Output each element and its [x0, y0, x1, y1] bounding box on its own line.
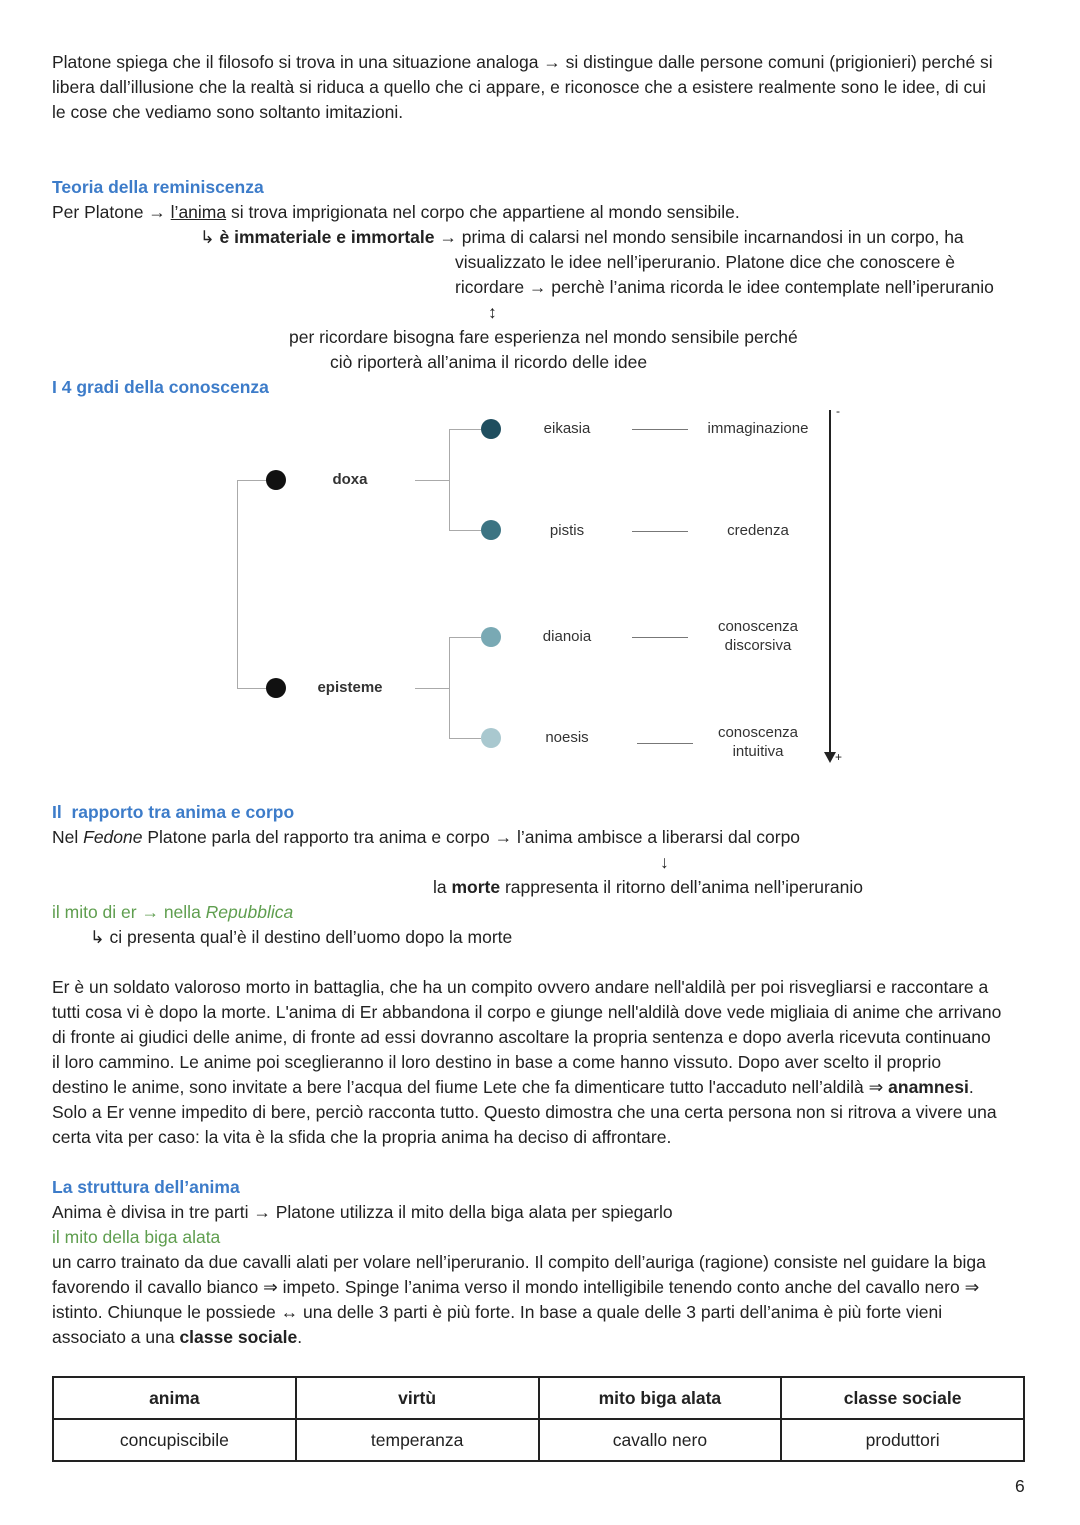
dianoia-branch	[449, 637, 481, 638]
eikasia-dash	[632, 429, 688, 430]
noesis-branch	[449, 738, 481, 739]
struttura-line-5	[52, 1325, 302, 1350]
er-line-5-c: .	[968, 1077, 974, 1097]
intro-line-2: libera dall’illusione che la realtà si riduca a quello che ci appare, e riconosce che a esistere realmente sono le idee, di cui	[52, 77, 986, 97]
mito-er-sub: ↳ ci presenta qual’è il destino dell’uomo dopo la morte	[90, 927, 513, 947]
er-line-1: Er è un soldato valoroso morto in battaglia, che ha un compito ovvero andare nell'aldilà per poi risvegliarsi e raccontare a	[52, 977, 989, 997]
episteme-branch-line	[237, 688, 267, 689]
scale-arrow-line	[829, 410, 831, 755]
table-header-cell: classe sociale	[781, 1377, 1024, 1419]
er-line-2: tutti cosa vi è dopo la morte. L'anima di Er abbandona il corpo e giunge nell'aldilà dove vede migliaia di anime che arrivano	[52, 1002, 1002, 1022]
er-line-3: di fronte ai giudici delle anime, di fronte ad essi dovranno ascoltare la propria sentenza e dopo averla ricevuta continuano	[52, 1027, 991, 1047]
reminiscenza-line-2-rest: → prima di calarsi nel mondo sensibile incarnandosi in un corpo, ha	[434, 227, 964, 247]
reminiscenza-anima-underlined: l’anima	[170, 202, 227, 222]
table-cell: concupiscibile	[53, 1419, 296, 1461]
episteme-connector	[415, 688, 450, 689]
er-line-5	[52, 1075, 974, 1100]
rapporto-line-2-a: la	[433, 877, 452, 897]
repubblica-title: Repubblica	[205, 902, 294, 922]
struttura-heading: La struttura dell’anima	[52, 1177, 240, 1197]
pistis-label: pistis	[549, 522, 585, 539]
struttura-line-5-c: .	[297, 1327, 303, 1347]
dianoia-meaning: conoscenza discorsiva	[717, 618, 799, 654]
noesis-label: noesis	[545, 729, 589, 746]
scale-plus-label: +	[835, 750, 843, 764]
eikasia-branch	[449, 429, 481, 430]
reminiscenza-line-3: visualizzato le idee nell’iperuranio. Platone dice che conoscere è	[455, 252, 956, 272]
table-header-cell: virtù	[296, 1377, 539, 1419]
struttura-line-1: Anima è divisa in tre parti → Platone utilizza il mito della biga alata per spiegarlo	[52, 1202, 673, 1222]
eikasia-dot	[481, 419, 501, 439]
struttura-line-4: istinto. Chiunque le possiede ↔ una delle 3 parti è più forte. In base a quale delle 3 parti dell’anima è più forte vieni	[52, 1302, 943, 1322]
page-number: 6	[1015, 1476, 1025, 1496]
pistis-dash	[632, 531, 688, 532]
scale-minus-label: -	[836, 404, 840, 418]
doxa-connector	[415, 480, 450, 481]
er-line-7: certa vita per caso: la vita è la sfida che la propria anima ha deciso di affrontare.	[52, 1127, 672, 1147]
reminiscenza-line-2	[200, 225, 964, 250]
noesis-meaning: conoscenza intuitiva	[717, 724, 799, 760]
table-header-cell: mito biga alata	[539, 1377, 782, 1419]
noesis-dot	[481, 728, 501, 748]
anamnesi-bold: anamnesi	[888, 1077, 969, 1097]
eikasia-meaning: immaginazione	[707, 420, 809, 437]
reminiscenza-line-1-b: si trova imprigionata nel corpo che appartiene al mondo sensibile.	[226, 202, 740, 222]
pistis-branch	[449, 530, 481, 531]
struttura-line-3: favorendo il cavallo bianco ⇒ impeto. Spinge l’anima verso il mondo intelligibile tenendo conto anche del cavallo nero ⇒	[52, 1277, 980, 1297]
er-line-4: il loro cammino. Le anime poi sceglieranno il loro destino in base a come hanno vissuto. Dopo aver scelto il proprio	[52, 1052, 942, 1072]
dianoia-dash	[632, 637, 688, 638]
hook-arrow-icon: ↳	[200, 227, 220, 247]
reminiscenza-heading: Teoria della reminiscenza	[52, 177, 264, 197]
doxa-label: doxa	[332, 471, 368, 488]
er-line-6: Solo a Er venne impedito di bere, perciò racconta tutto. Questo dimostra che una certa persona non si ritrova a vivere una	[52, 1102, 997, 1122]
reminiscenza-line-6: ciò riporterà all’anima il ricordo delle idee	[330, 352, 648, 372]
doxa-sub-vertical	[449, 429, 450, 530]
table-cell: cavallo nero	[539, 1419, 782, 1461]
mito-er-line	[52, 900, 293, 925]
struttura-line-5-a: associato a una	[52, 1327, 180, 1347]
rapporto-heading: Il rapporto tra anima e corpo	[52, 802, 295, 822]
morte-bold: morte	[451, 877, 501, 897]
biga-alata-subheading: il mito della biga alata	[52, 1227, 221, 1247]
episteme-dot	[266, 678, 286, 698]
dianoia-dot	[481, 627, 501, 647]
noesis-dash	[637, 743, 693, 744]
table-row	[53, 1419, 1024, 1461]
reminiscenza-line-4: ricordare → perchè l’anima ricorda le idee contemplate nell’iperuranio	[455, 277, 994, 297]
episteme-label: episteme	[317, 679, 383, 696]
classe-sociale-bold: classe sociale	[179, 1327, 298, 1347]
mito-er-a: il mito di er → nella	[52, 902, 206, 922]
intro-line-3: le cose che vediamo sono soltanto imitazioni.	[52, 102, 404, 122]
pistis-meaning: credenza	[727, 522, 789, 539]
table-header-row	[53, 1377, 1024, 1419]
reminiscenza-line-2-bold: è immateriale e immortale	[219, 227, 435, 247]
reminiscenza-line-1	[52, 200, 740, 225]
down-arrow-icon: ↓	[660, 852, 669, 872]
table-header-cell: anima	[53, 1377, 296, 1419]
reminiscenza-line-5: per ricordare bisogna fare esperienza nel mondo sensibile perché	[289, 327, 798, 347]
pistis-dot	[481, 520, 501, 540]
rapporto-line-2-b: rappresenta il ritorno dell’anima nell’iperuranio	[500, 877, 863, 897]
gradi-heading: I 4 gradi della conoscenza	[52, 377, 269, 397]
rapporto-line-2	[433, 875, 863, 900]
episteme-sub-vertical	[449, 637, 450, 738]
struttura-line-2: un carro trainato da due cavalli alati per volare nell’iperuranio. Il compito dell’auriga (ragione) consiste nel guidare la biga	[52, 1252, 986, 1272]
dianoia-label: dianoia	[542, 628, 592, 645]
intro-line-1: Platone spiega che il filosofo si trova in una situazione analoga → si distingue dalle persone comuni (prigionieri) perché si	[52, 52, 993, 72]
doxa-branch-line	[237, 480, 267, 481]
reminiscenza-line-1-a: Per Platone →	[52, 202, 171, 222]
fedone-title: Fedone	[83, 827, 143, 847]
rapporto-line-1-a: Nel	[52, 827, 84, 847]
eikasia-label: eikasia	[543, 420, 591, 437]
table-cell: produttori	[781, 1419, 1024, 1461]
rapporto-line-1	[52, 825, 800, 850]
anima-table	[52, 1376, 1025, 1462]
rapporto-line-1-b: Platone parla del rapporto tra anima e corpo → l’anima ambisce a liberarsi dal corpo	[142, 827, 801, 847]
table-cell: temperanza	[296, 1419, 539, 1461]
doxa-dot	[266, 470, 286, 490]
up-down-arrow-icon: ↕	[488, 302, 497, 322]
er-line-5-a: destino le anime, sono invitate a bere l’acqua del fiume Lete che fa dimenticare tutto l'accaduto nell’aldilà ⇒	[52, 1077, 889, 1097]
root-vertical-line	[237, 480, 238, 688]
